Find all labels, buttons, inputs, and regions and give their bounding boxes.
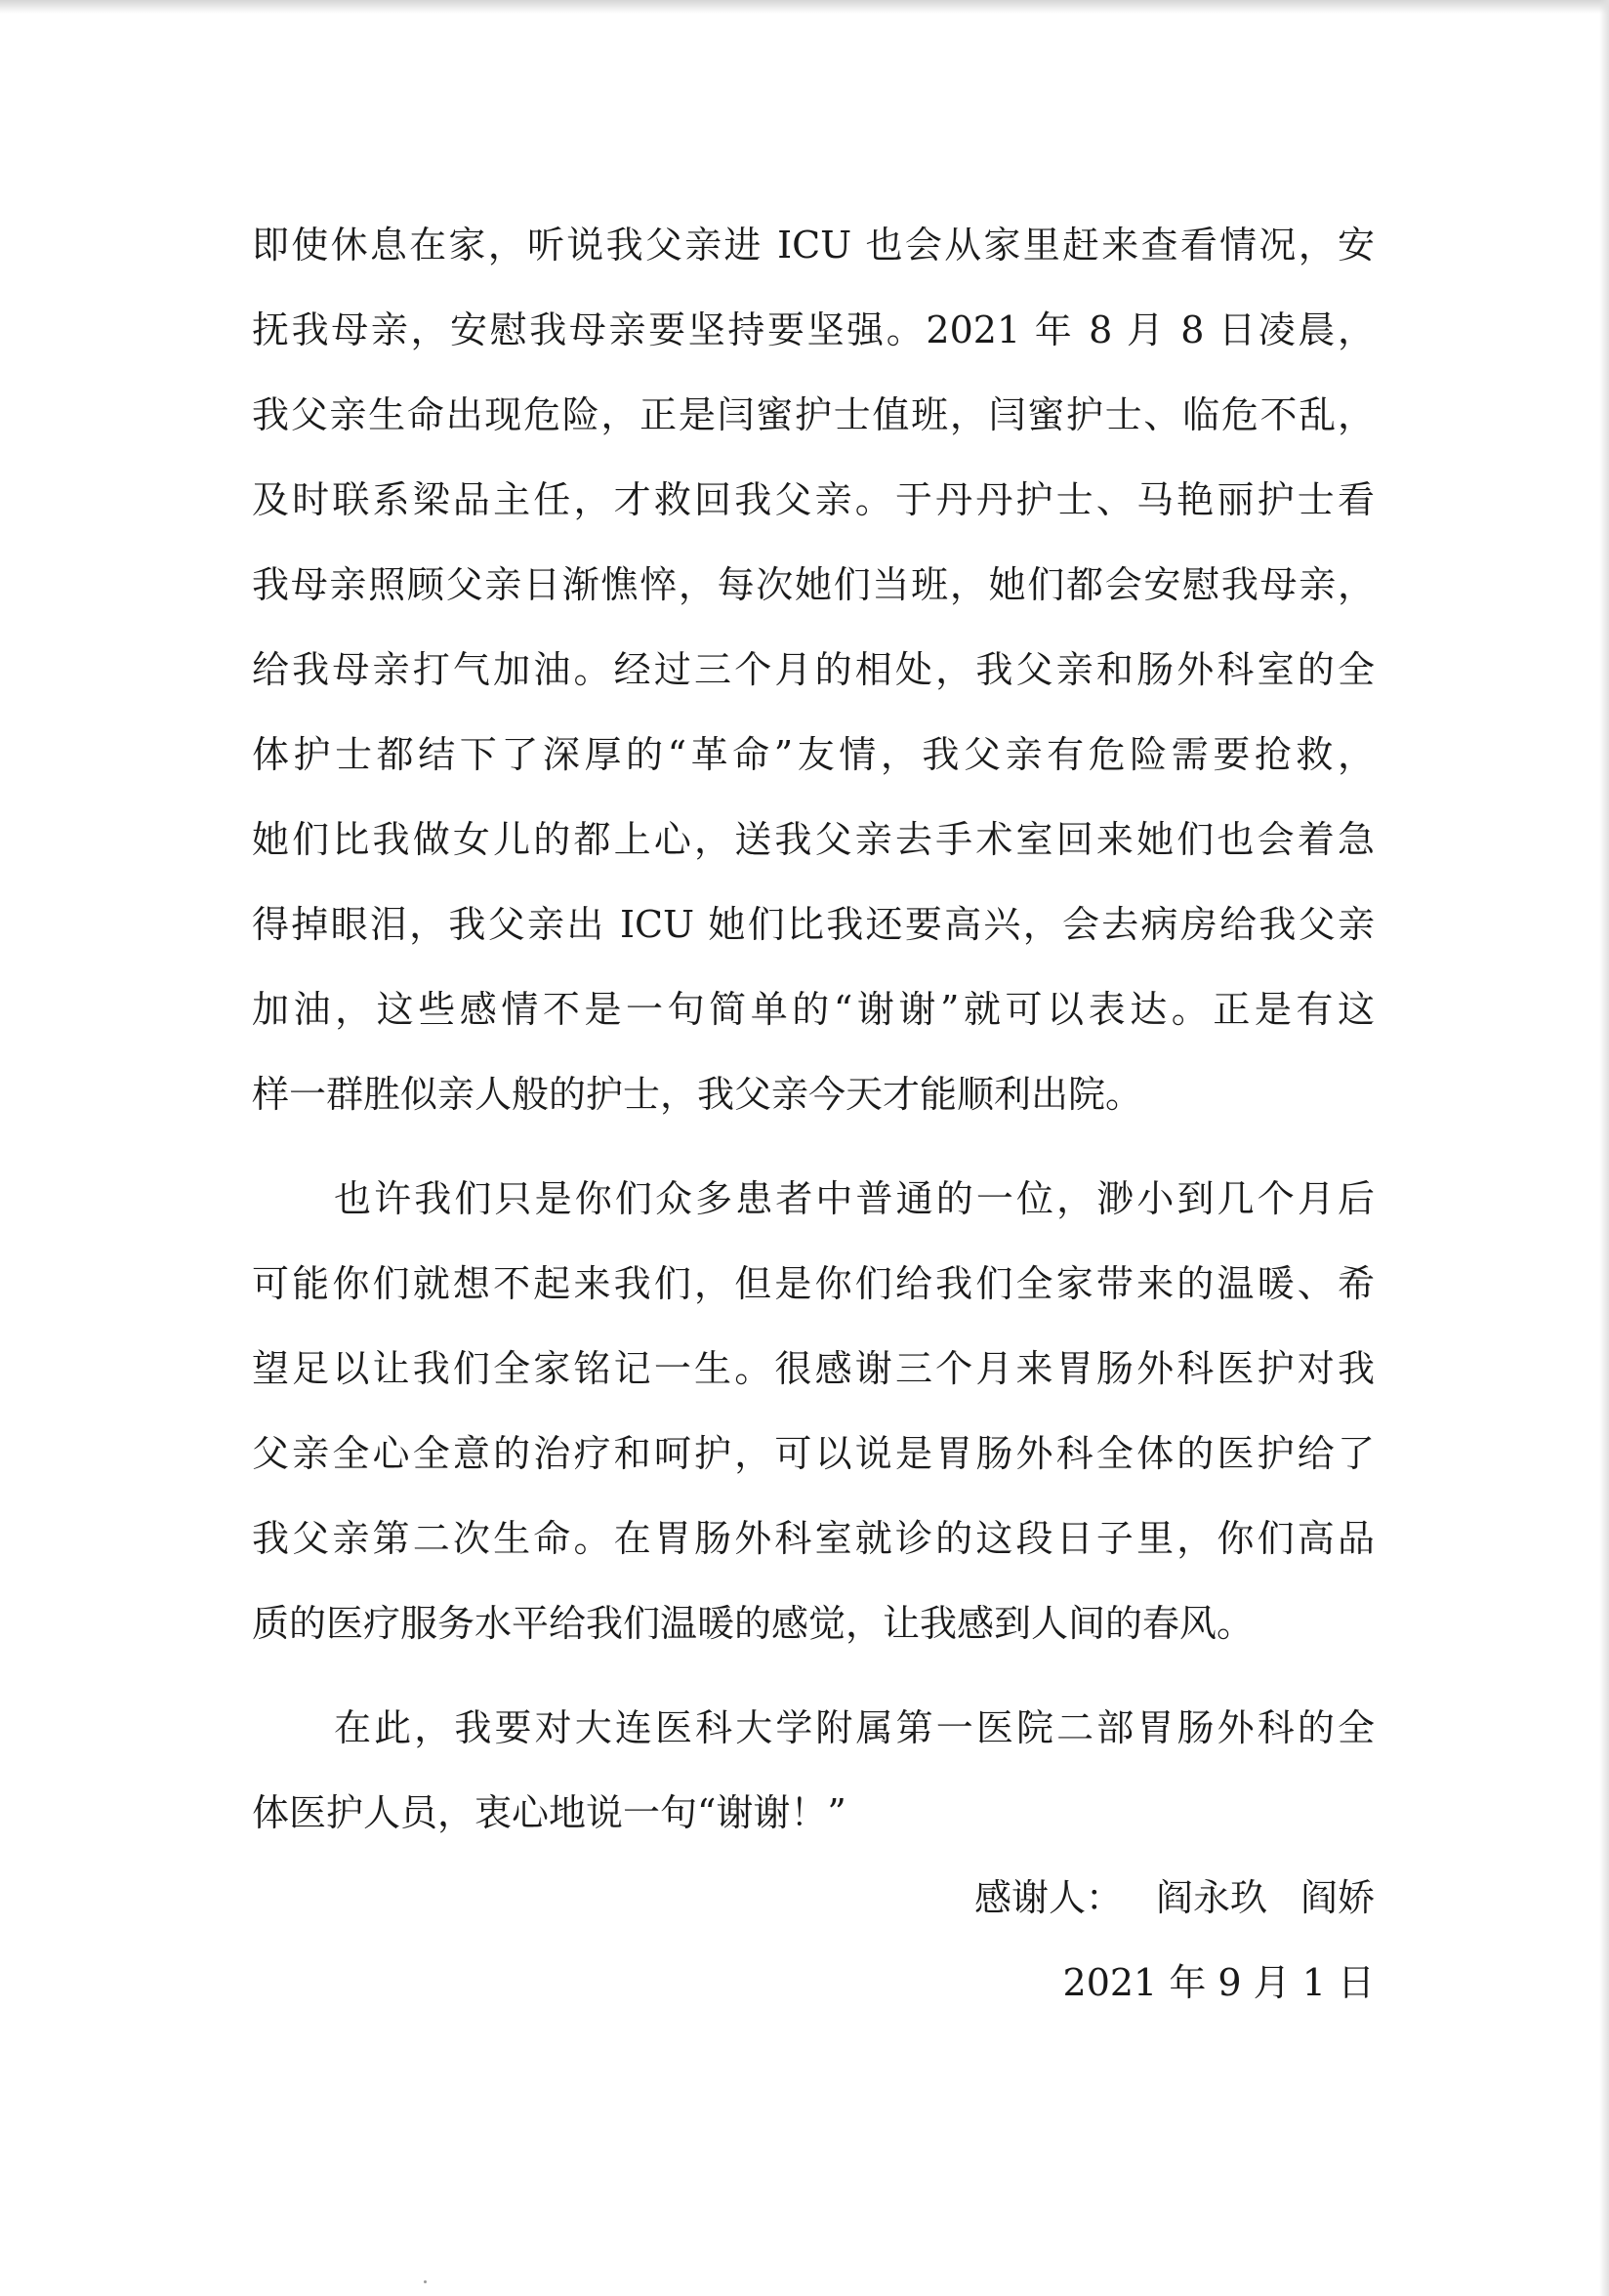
text-line: 给我母亲打气加油。经过三个月的相处，我父亲和肠外科室的全 — [252, 648, 1375, 691]
letter-date: 2021 年 9 月 1 日 — [1062, 1961, 1375, 2004]
signature-label: 感谢人： — [973, 1876, 1123, 1919]
text-line: 样一群胜似亲人般的护士，我父亲今天才能顺利出院。 — [252, 1073, 1143, 1116]
scan-shadow-top — [0, 0, 1609, 14]
text-line: 及时联系梁品主任，才救回我父亲。于丹丹护士、马艳丽护士看 — [252, 478, 1375, 521]
paragraph-3 — [252, 1686, 1375, 1856]
text-line: 体护士都结下了深厚的“革命”友情，我父亲有危险需要抢救， — [252, 733, 1375, 776]
text-line: 抚我母亲，安慰我母亲要坚持要坚强。2021 年 8 月 8 日凌晨， — [252, 308, 1375, 351]
scan-shadow-right — [1599, 0, 1609, 2296]
text-line: 在此，我要对大连医科大学附属第一医院二部胃肠外科的全 — [334, 1706, 1375, 1749]
text-line: 质的医疗服务水平给我们温暖的感觉，让我感到人间的春风。 — [252, 1602, 1255, 1645]
text-line: 我父亲生命出现危险，正是闫蜜护士值班，闫蜜护士、临危不乱， — [252, 393, 1375, 436]
letter-body — [252, 203, 1375, 2026]
text-line: 得掉眼泪，我父亲出 ICU 她们比我还要高兴，会去病房给我父亲 — [252, 903, 1375, 946]
scan-speck — [424, 2280, 427, 2283]
text-line: 我母亲照顾父亲日渐憔悴，每次她们当班，她们都会安慰我母亲， — [252, 563, 1375, 606]
text-line: 也许我们只是你们众多患者中普通的一位，渺小到几个月后 — [334, 1177, 1375, 1220]
signature-line — [252, 1856, 1375, 1941]
signer-name-1: 阎永玖 — [1155, 1876, 1267, 1919]
text-line: 她们比我做女儿的都上心，送我父亲去手术室回来她们也会着急 — [252, 818, 1375, 861]
text-line: 加油，这些感情不是一句简单的“谢谢”就可以表达。正是有这 — [252, 988, 1375, 1031]
text-line: 体医护人员，衷心地说一句“谢谢！” — [252, 1791, 846, 1834]
text-line: 父亲全心全意的治疗和呵护，可以说是胃肠外科全体的医护给了 — [252, 1432, 1375, 1475]
text-line: 我父亲第二次生命。在胃肠外科室就诊的这段日子里，你们高品 — [252, 1517, 1375, 1560]
paragraph-gap — [252, 1666, 1375, 1686]
text-line: 可能你们就想不起来我们，但是你们给我们全家带来的温暖、希 — [252, 1262, 1375, 1305]
signer-name-2: 阎娇 — [1300, 1876, 1375, 1919]
paragraph-2 — [252, 1157, 1375, 1666]
paragraph-gap — [252, 1137, 1375, 1157]
paragraph-1 — [252, 203, 1375, 1137]
text-line: 望足以让我们全家铭记一生。很感谢三个月来胃肠外科医护对我 — [252, 1347, 1375, 1390]
text-line: 即使休息在家，听说我父亲进 ICU 也会从家里赶来查看情况，安 — [252, 224, 1375, 266]
